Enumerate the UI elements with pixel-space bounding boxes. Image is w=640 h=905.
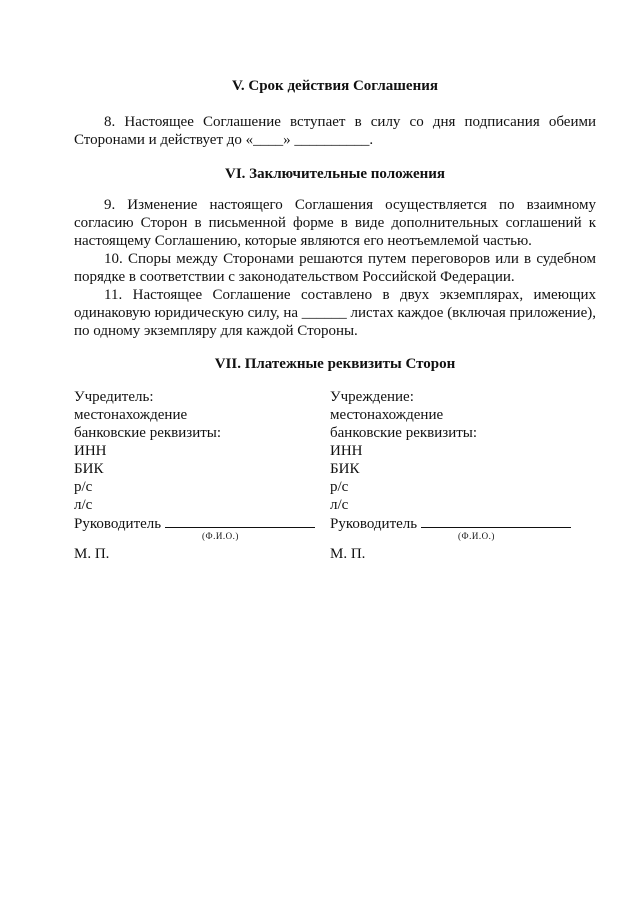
section-7-title: VII. Платежные реквизиты Сторон [214,356,456,372]
paragraph-9: 9. Изменение настоящего Соглашения осуществляется по взаимному согласию Сторон в письменной форме в виде дополнительных соглашений к настоящему Соглашению, которые являются его неотъемлемой частью. [74,197,596,249]
paragraph-8: 8. Настоящее Соглашение вступает в силу со дня подписания обеими Сторонами и действует до «____» __________. [74,114,596,148]
founder-stamp-place: М. П. [74,546,110,562]
institution-head-row [330,514,580,532]
institution-fio-caption: (Ф.И.О.) [458,531,495,541]
founder-fio-caption: (Ф.И.О.) [202,531,239,541]
founder-label: Учредитель: [74,389,154,405]
paragraph-11: 11. Настоящее Соглашение составлено в двух экземплярах, имеющих одинаковую юридическую силу, на ______ листах каждое (включая приложение), по одному экземпляру для каждой Стороны. [74,287,596,339]
institution-bik: БИК [330,461,360,477]
founder-bank: банковские реквизиты: [74,425,222,441]
founder-signature-line [165,514,315,528]
founder-inn: ИНН [74,443,107,459]
institution-ls: л/с [330,497,349,513]
institution-location: местонахождение [330,407,444,423]
founder-head-row [74,514,324,532]
institution-signature-line [421,514,571,528]
founder-requisites [74,388,324,563]
founder-location: местонахождение [74,407,188,423]
founder-rs: р/с [74,479,93,495]
section-6-title: VI. Заключительные положения [225,166,445,182]
institution-bank: банковские реквизиты: [330,425,478,441]
institution-stamp-place: М. П. [330,546,366,562]
institution-inn: ИНН [330,443,363,459]
paragraph-10: 10. Споры между Сторонами решаются путем переговоров или в судебном порядке в соответствии с законодательством Российской Федерации. [74,251,596,285]
founder-bik: БИК [74,461,104,477]
institution-label: Учреждение: [330,389,414,405]
institution-head-label: Руководитель [330,516,418,532]
institution-rs: р/с [330,479,349,495]
section-5-title: V. Срок действия Соглашения [231,78,438,94]
founder-head-label: Руководитель [74,516,162,532]
institution-requisites [330,388,580,563]
founder-ls: л/с [74,497,93,513]
